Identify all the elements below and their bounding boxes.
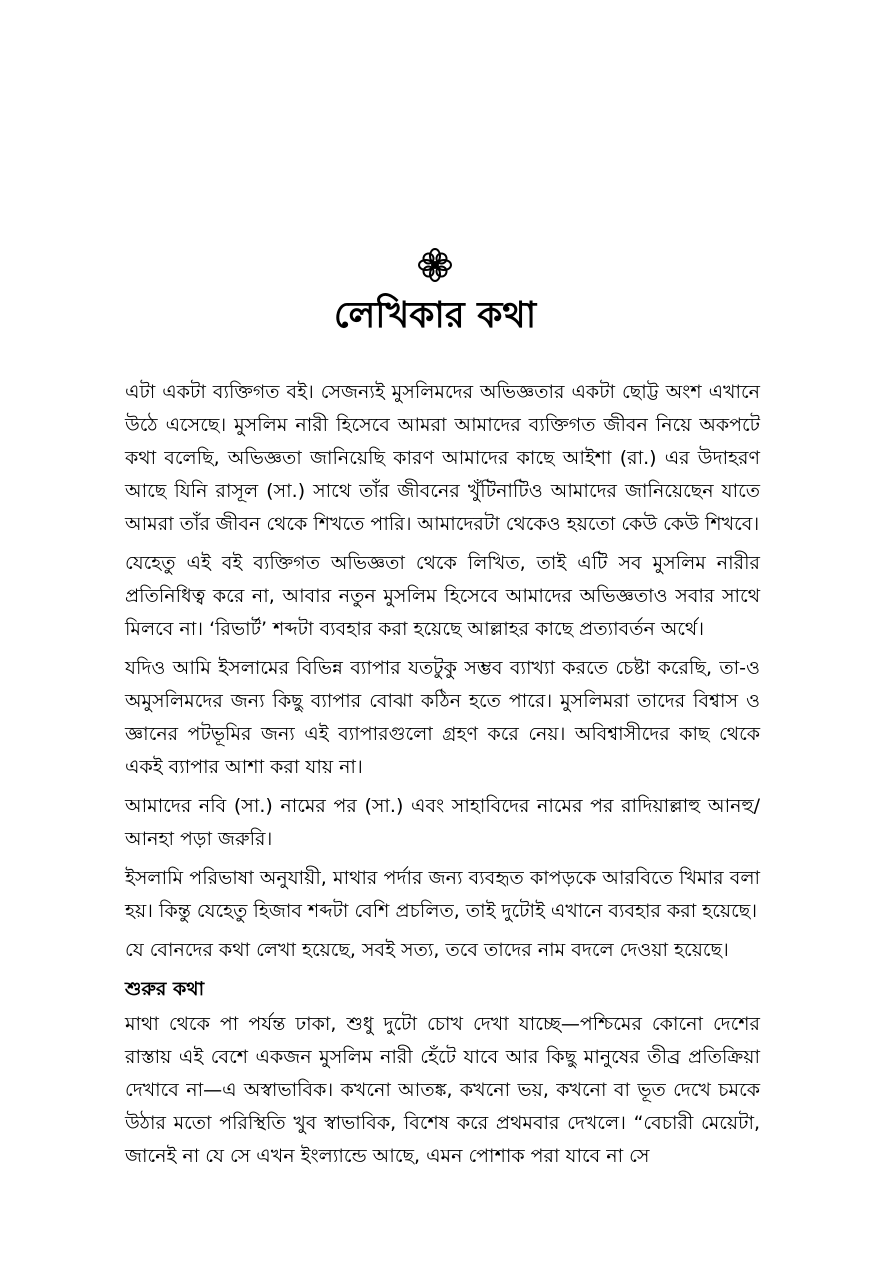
paragraph: এটা একটা ব্যক্তিগত বই। সেজন্যই মুসলিমদের অভিজ্ঞতার একটা ছোট্ট অংশ এখানে উঠে এসেছে। মুসলিম নারী হিসেবে আমরা আমাদের ব্যক্তিগত জীবন নিয়ে অকপটে কথা বলেছি, অভিজ্ঞতা জানিয়েছি কারণ আমাদের কাছে আইশা (রা.) এর উদাহরণ আছে যিনি রাসূল (সা.) সাথে তাঁর জীবনের খুঁটিনাটিও আমাদের জানিয়েছেন যাতে আমরা তাঁর জীবন থেকে শিখতে পারি। আমাদেরটা থেকেও হয়তো কেউ কেউ শিখবে। — [125, 381, 760, 535]
body-text — [125, 376, 760, 1179]
paragraph: যেহেতু এই বই ব্যক্তিগত অভিজ্ঞতা থেকে লিখিত, তাই এটি সব মুসলিম নারীর প্রতিনিধিত্ব করে না, আবার নতুন মুসলিম হিসেবে আমাদের অভিজ্ঞতাও সবার সাথে মিলবে না। ‘রিভার্ট’ শব্দটা ব্যবহার করা হয়েছে আল্লাহর কাছে প্রত্যাবর্তন অর্থে। — [125, 552, 760, 640]
flower-ornament-icon — [418, 248, 452, 282]
paragraph: মাথা থেকে পা পর্যন্ত ঢাকা, শুধু দুটো চোখ দেখা যাচ্ছে—পশ্চিমের কোনো দেশের রাস্তায় এই বেশে একজন মুসলিম নারী হেঁটে যাবে আর কিছু মানুষের তীব্র প্রতিক্রিয়া দেখাবে না—এ অস্বাভাবিক। কখনো আতঙ্ক, কখনো ভয়, কখনো বা ভূত দেখে চমকে উঠার মতো পরিস্থিতি খুব স্বাভাবিক, বিশেষ করে প্রথমবার দেখলে। “বেচারী মেয়েটা, জানেই না যে সে এখন ইংল্যান্ডে আছে, এমন পোশাক পরা যাবে না সে — [125, 1013, 760, 1167]
page-title: লেখিকার কথা — [333, 295, 537, 336]
paragraph: ইসলামি পরিভাষা অনুযায়ী, মাথার পর্দার জন্য ব্যবহৃত কাপড়কে আরবিতে খিমার বলা হয়। কিন্তু যেহেতু হিজাব শব্দটা বেশি প্রচলিত, তাই দুটোই এখানে ব্যবহার করা হয়েছে। — [125, 867, 760, 922]
paragraph: যদিও আমি ইসলামের বিভিন্ন ব্যাপার যতটুকু সম্ভব ব্যাখ্যা করতে চেষ্টা করেছি, তা-ও অমুসলিমদের জন্য কিছু ব্যাপার বোঝা কঠিন হতে পারে। মুসলিমরা তাদের বিশ্বাস ও জ্ঞানের পটভূমির জন্য এই ব্যাপারগুলো গ্রহণ করে নেয়। অবিশ্বাসীদের কাছ থেকে একই ব্যাপার আশা করা যায় না। — [125, 657, 760, 778]
paragraph: যে বোনদের কথা লেখা হয়েছে, সবই সত্য, তবে তাদের নাম বদলে দেওয়া হয়েছে। — [125, 939, 729, 961]
paragraph: আমাদের নবি (সা.) নামের পর (সা.) এবং সাহাবিদের নামের পর রাদিয়াল্লাহু আনহু/আনহা পড়া জরুরি। — [125, 795, 760, 850]
ornament — [0, 248, 870, 286]
section-heading: শুরুর কথা — [125, 978, 205, 1000]
